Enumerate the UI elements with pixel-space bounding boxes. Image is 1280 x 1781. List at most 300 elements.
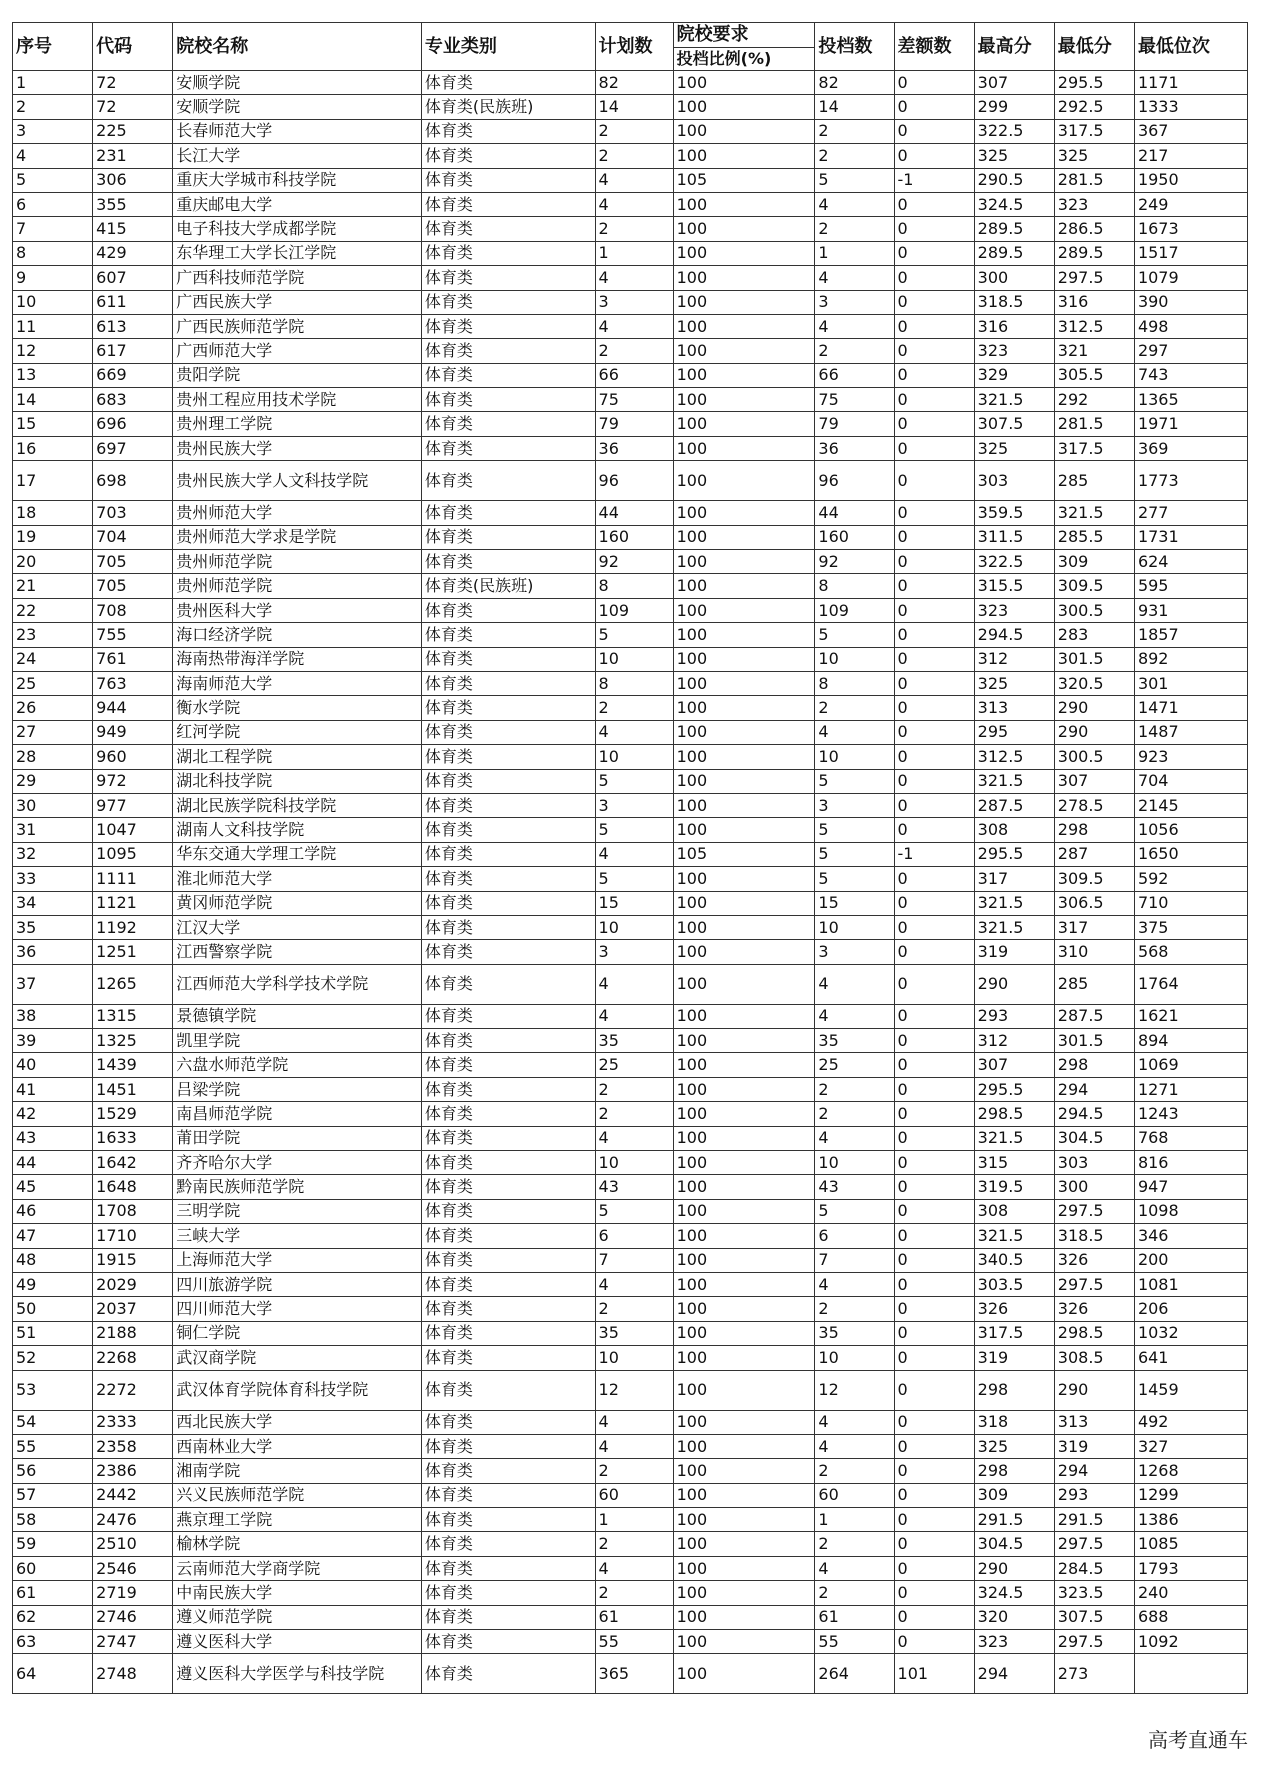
cell-max: 325	[974, 1434, 1054, 1458]
cell-min: 317.5	[1054, 119, 1134, 143]
cell-plan: 1	[595, 1508, 673, 1532]
cell-filed: 3	[815, 290, 894, 314]
header-seq: 序号	[13, 23, 93, 71]
cell-min: 289.5	[1054, 241, 1134, 265]
cell-min: 316	[1054, 290, 1134, 314]
cell-rank: 2145	[1134, 793, 1247, 817]
cell-seq: 55	[13, 1434, 93, 1458]
cell-school: 贵州民族大学	[173, 436, 422, 460]
cell-seq: 54	[13, 1410, 93, 1434]
cell-diff: 0	[894, 1199, 974, 1223]
cell-rank: 1268	[1134, 1459, 1247, 1483]
cell-rank: 1333	[1134, 95, 1247, 119]
table-row	[13, 1102, 1248, 1126]
cell-ratio: 100	[673, 266, 815, 290]
cell-school: 贵州医科大学	[173, 598, 422, 622]
cell-code: 429	[93, 241, 173, 265]
cell-category: 体育类	[421, 891, 595, 915]
cell-category: 体育类	[421, 598, 595, 622]
cell-ratio: 100	[673, 1224, 815, 1248]
cell-ratio: 100	[673, 598, 815, 622]
cell-min: 297.5	[1054, 1199, 1134, 1223]
cell-rank: 923	[1134, 745, 1247, 769]
cell-ratio: 100	[673, 1297, 815, 1321]
cell-max: 290	[974, 964, 1054, 1004]
cell-min: 304.5	[1054, 1126, 1134, 1150]
table-row	[13, 647, 1248, 671]
cell-category: 体育类	[421, 168, 595, 192]
cell-rank: 1365	[1134, 388, 1247, 412]
cell-min: 290	[1054, 696, 1134, 720]
cell-school: 湖南人文科技学院	[173, 818, 422, 842]
cell-diff: 0	[894, 818, 974, 842]
cell-category: 体育类	[421, 388, 595, 412]
cell-max: 321.5	[974, 915, 1054, 939]
table-row	[13, 266, 1248, 290]
cell-school: 广西科技师范学院	[173, 266, 422, 290]
cell-filed: 2	[815, 339, 894, 363]
cell-max: 322.5	[974, 550, 1054, 574]
cell-plan: 109	[595, 598, 673, 622]
cell-diff: 0	[894, 1175, 974, 1199]
cell-rank: 1056	[1134, 818, 1247, 842]
cell-filed: 4	[815, 964, 894, 1004]
cell-plan: 2	[595, 144, 673, 168]
cell-category: 体育类	[421, 842, 595, 866]
cell-code: 2358	[93, 1434, 173, 1458]
table-row	[13, 144, 1248, 168]
cell-max: 291.5	[974, 1508, 1054, 1532]
table-row	[13, 1581, 1248, 1605]
cell-min: 300.5	[1054, 745, 1134, 769]
cell-min: 326	[1054, 1297, 1134, 1321]
cell-category: 体育类	[421, 339, 595, 363]
cell-category: 体育类	[421, 412, 595, 436]
header-diff: 差额数	[894, 23, 974, 71]
cell-diff: 0	[894, 574, 974, 598]
cell-rank: 346	[1134, 1224, 1247, 1248]
cell-school: 武汉体育学院体育科技学院	[173, 1370, 422, 1410]
cell-school: 武汉商学院	[173, 1346, 422, 1370]
cell-plan: 2	[595, 339, 673, 363]
cell-category: 体育类	[421, 1459, 595, 1483]
cell-rank: 1069	[1134, 1053, 1247, 1077]
cell-rank: 1092	[1134, 1630, 1247, 1654]
cell-ratio: 100	[673, 1199, 815, 1223]
cell-max: 321.5	[974, 769, 1054, 793]
cell-code: 72	[93, 71, 173, 95]
header-code: 代码	[93, 23, 173, 71]
cell-rank: 367	[1134, 119, 1247, 143]
cell-code: 611	[93, 290, 173, 314]
cell-school: 衡水学院	[173, 696, 422, 720]
cell-max: 303	[974, 461, 1054, 501]
cell-filed: 2	[815, 1581, 894, 1605]
cell-code: 1095	[93, 842, 173, 866]
cell-school: 齐齐哈尔大学	[173, 1151, 422, 1175]
cell-ratio: 100	[673, 119, 815, 143]
cell-plan: 15	[595, 891, 673, 915]
cell-category: 体育类	[421, 1346, 595, 1370]
cell-seq: 24	[13, 647, 93, 671]
cell-rank: 277	[1134, 501, 1247, 525]
table-row	[13, 501, 1248, 525]
cell-code: 697	[93, 436, 173, 460]
cell-seq: 9	[13, 266, 93, 290]
cell-rank: 217	[1134, 144, 1247, 168]
table-row	[13, 1410, 1248, 1434]
cell-max: 290.5	[974, 168, 1054, 192]
cell-plan: 55	[595, 1630, 673, 1654]
cell-max: 295.5	[974, 1077, 1054, 1101]
cell-code: 683	[93, 388, 173, 412]
table-row	[13, 119, 1248, 143]
cell-max: 309	[974, 1483, 1054, 1507]
cell-code: 2546	[93, 1556, 173, 1580]
cell-diff: 0	[894, 598, 974, 622]
cell-min: 307.5	[1054, 1605, 1134, 1629]
cell-diff: 0	[894, 964, 974, 1004]
cell-filed: 7	[815, 1248, 894, 1272]
cell-seq: 34	[13, 891, 93, 915]
cell-school: 景德镇学院	[173, 1004, 422, 1028]
cell-filed: 44	[815, 501, 894, 525]
cell-seq: 50	[13, 1297, 93, 1321]
cell-min: 305.5	[1054, 363, 1134, 387]
cell-min: 292	[1054, 388, 1134, 412]
cell-school: 广西师范大学	[173, 339, 422, 363]
cell-rank: 1243	[1134, 1102, 1247, 1126]
table-row	[13, 461, 1248, 501]
cell-code: 755	[93, 623, 173, 647]
table-row	[13, 412, 1248, 436]
cell-plan: 160	[595, 525, 673, 549]
cell-seq: 3	[13, 119, 93, 143]
cell-seq: 19	[13, 525, 93, 549]
header-rank: 最低位次	[1134, 23, 1247, 71]
cell-min: 286.5	[1054, 217, 1134, 241]
cell-min: 281.5	[1054, 168, 1134, 192]
cell-min: 301.5	[1054, 647, 1134, 671]
cell-filed: 5	[815, 623, 894, 647]
cell-category: 体育类	[421, 1483, 595, 1507]
cell-rank: 592	[1134, 867, 1247, 891]
table-row	[13, 1459, 1248, 1483]
cell-category: 体育类	[421, 436, 595, 460]
cell-rank: 768	[1134, 1126, 1247, 1150]
header-filed: 投档数	[815, 23, 894, 71]
cell-ratio: 100	[673, 793, 815, 817]
cell-plan: 5	[595, 623, 673, 647]
table-row	[13, 95, 1248, 119]
cell-min: 297.5	[1054, 1630, 1134, 1654]
cell-filed: 36	[815, 436, 894, 460]
cell-code: 1111	[93, 867, 173, 891]
cell-rank: 1650	[1134, 842, 1247, 866]
cell-seq: 13	[13, 363, 93, 387]
cell-filed: 4	[815, 1556, 894, 1580]
cell-max: 304.5	[974, 1532, 1054, 1556]
cell-filed: 4	[815, 1410, 894, 1434]
cell-rank: 947	[1134, 1175, 1247, 1199]
cell-max: 311.5	[974, 525, 1054, 549]
cell-category: 体育类	[421, 550, 595, 574]
cell-max: 321.5	[974, 891, 1054, 915]
cell-code: 761	[93, 647, 173, 671]
cell-diff: 0	[894, 1410, 974, 1434]
cell-max: 322.5	[974, 119, 1054, 143]
cell-filed: 160	[815, 525, 894, 549]
cell-max: 295	[974, 720, 1054, 744]
cell-seq: 39	[13, 1029, 93, 1053]
cell-rank: 327	[1134, 1434, 1247, 1458]
cell-seq: 33	[13, 867, 93, 891]
cell-seq: 35	[13, 915, 93, 939]
cell-diff: 0	[894, 461, 974, 501]
cell-plan: 2	[595, 1459, 673, 1483]
cell-min: 283	[1054, 623, 1134, 647]
cell-plan: 5	[595, 1199, 673, 1223]
cell-filed: 15	[815, 891, 894, 915]
cell-seq: 63	[13, 1630, 93, 1654]
cell-category: 体育类	[421, 647, 595, 671]
cell-plan: 35	[595, 1029, 673, 1053]
cell-seq: 44	[13, 1151, 93, 1175]
table-row	[13, 1272, 1248, 1296]
cell-ratio: 100	[673, 1581, 815, 1605]
cell-category: 体育类	[421, 1630, 595, 1654]
cell-rank: 1971	[1134, 412, 1247, 436]
cell-diff: 0	[894, 1605, 974, 1629]
cell-diff: 0	[894, 290, 974, 314]
cell-ratio: 100	[673, 290, 815, 314]
table-row	[13, 891, 1248, 915]
cell-category: 体育类	[421, 314, 595, 338]
cell-ratio: 100	[673, 192, 815, 216]
table-row	[13, 1630, 1248, 1654]
table-row	[13, 842, 1248, 866]
cell-seq: 40	[13, 1053, 93, 1077]
cell-school: 铜仁学院	[173, 1321, 422, 1345]
cell-plan: 4	[595, 1434, 673, 1458]
cell-diff: 0	[894, 1556, 974, 1580]
cell-diff: 0	[894, 525, 974, 549]
cell-seq: 53	[13, 1370, 93, 1410]
cell-rank: 624	[1134, 550, 1247, 574]
cell-ratio: 100	[673, 915, 815, 939]
cell-plan: 2	[595, 1532, 673, 1556]
cell-filed: 6	[815, 1224, 894, 1248]
cell-rank: 1299	[1134, 1483, 1247, 1507]
cell-seq: 60	[13, 1556, 93, 1580]
cell-diff: 0	[894, 1248, 974, 1272]
cell-filed: 2	[815, 1102, 894, 1126]
table-row	[13, 1556, 1248, 1580]
cell-code: 1648	[93, 1175, 173, 1199]
cell-rank: 568	[1134, 940, 1247, 964]
cell-diff: 0	[894, 95, 974, 119]
cell-min: 298	[1054, 1053, 1134, 1077]
cell-max: 323	[974, 339, 1054, 363]
cell-code: 1121	[93, 891, 173, 915]
cell-filed: 2	[815, 1532, 894, 1556]
cell-seq: 16	[13, 436, 93, 460]
cell-min: 309.5	[1054, 574, 1134, 598]
cell-seq: 62	[13, 1605, 93, 1629]
cell-diff: 0	[894, 339, 974, 363]
header-category: 专业类别	[421, 23, 595, 71]
cell-ratio: 100	[673, 1630, 815, 1654]
cell-ratio: 100	[673, 1410, 815, 1434]
cell-max: 303.5	[974, 1272, 1054, 1296]
cell-ratio: 100	[673, 574, 815, 598]
cell-min: 318.5	[1054, 1224, 1134, 1248]
cell-plan: 8	[595, 574, 673, 598]
cell-filed: 2	[815, 119, 894, 143]
cell-min: 312.5	[1054, 314, 1134, 338]
cell-min: 309.5	[1054, 867, 1134, 891]
cell-filed: 2	[815, 1077, 894, 1101]
cell-school: 黄冈师范学院	[173, 891, 422, 915]
cell-rank: 1386	[1134, 1508, 1247, 1532]
cell-filed: 4	[815, 1004, 894, 1028]
cell-plan: 35	[595, 1321, 673, 1345]
cell-seq: 15	[13, 412, 93, 436]
table-row	[13, 574, 1248, 598]
cell-seq: 1	[13, 71, 93, 95]
cell-ratio: 100	[673, 525, 815, 549]
cell-category: 体育类	[421, 1199, 595, 1223]
cell-code: 2272	[93, 1370, 173, 1410]
cell-school: 遵义医科大学医学与科技学院	[173, 1654, 422, 1694]
cell-diff: 0	[894, 1581, 974, 1605]
table-row	[13, 769, 1248, 793]
cell-plan: 2	[595, 217, 673, 241]
table-row	[13, 1151, 1248, 1175]
cell-ratio: 100	[673, 867, 815, 891]
cell-max: 324.5	[974, 192, 1054, 216]
cell-ratio: 100	[673, 1370, 815, 1410]
cell-diff: 0	[894, 1532, 974, 1556]
cell-diff: 0	[894, 436, 974, 460]
cell-ratio: 100	[673, 71, 815, 95]
cell-school: 东华理工大学长江学院	[173, 241, 422, 265]
cell-diff: 0	[894, 1053, 974, 1077]
cell-plan: 10	[595, 915, 673, 939]
cell-diff: 0	[894, 1370, 974, 1410]
cell-category: 体育类	[421, 1151, 595, 1175]
cell-seq: 58	[13, 1508, 93, 1532]
cell-category: 体育类	[421, 1272, 595, 1296]
cell-ratio: 100	[673, 1126, 815, 1150]
cell-max: 315.5	[974, 574, 1054, 598]
cell-max: 312.5	[974, 745, 1054, 769]
cell-category: 体育类	[421, 1556, 595, 1580]
cell-filed: 5	[815, 842, 894, 866]
cell-school: 长春师范大学	[173, 119, 422, 143]
cell-rank: 375	[1134, 915, 1247, 939]
cell-code: 1325	[93, 1029, 173, 1053]
cell-category: 体育类	[421, 818, 595, 842]
cell-code: 944	[93, 696, 173, 720]
cell-diff: 0	[894, 1102, 974, 1126]
table-row	[13, 550, 1248, 574]
cell-ratio: 100	[673, 623, 815, 647]
cell-filed: 60	[815, 1483, 894, 1507]
cell-max: 295.5	[974, 842, 1054, 866]
cell-rank: 1857	[1134, 623, 1247, 647]
cell-code: 2746	[93, 1605, 173, 1629]
table-header	[13, 23, 1248, 71]
cell-code: 977	[93, 793, 173, 817]
cell-code: 1265	[93, 964, 173, 1004]
cell-seq: 49	[13, 1272, 93, 1296]
cell-rank: 1621	[1134, 1004, 1247, 1028]
cell-code: 1192	[93, 915, 173, 939]
cell-school: 吕梁学院	[173, 1077, 422, 1101]
admission-table	[12, 22, 1248, 1694]
cell-diff: 0	[894, 1321, 974, 1345]
cell-filed: 3	[815, 793, 894, 817]
cell-ratio: 100	[673, 1434, 815, 1458]
cell-ratio: 100	[673, 412, 815, 436]
cell-plan: 10	[595, 647, 673, 671]
cell-min: 295.5	[1054, 71, 1134, 95]
table-row	[13, 1346, 1248, 1370]
cell-code: 72	[93, 95, 173, 119]
cell-seq: 61	[13, 1581, 93, 1605]
table-row	[13, 241, 1248, 265]
table-row	[13, 745, 1248, 769]
cell-plan: 4	[595, 1004, 673, 1028]
cell-category: 体育类	[421, 241, 595, 265]
cell-rank: 249	[1134, 192, 1247, 216]
cell-max: 320	[974, 1605, 1054, 1629]
cell-min: 287	[1054, 842, 1134, 866]
cell-plan: 5	[595, 769, 673, 793]
cell-school: 重庆大学城市科技学院	[173, 168, 422, 192]
cell-rank: 595	[1134, 574, 1247, 598]
cell-school: 淮北师范大学	[173, 867, 422, 891]
cell-school: 贵州理工学院	[173, 412, 422, 436]
cell-school: 长江大学	[173, 144, 422, 168]
cell-category: 体育类	[421, 1581, 595, 1605]
cell-ratio: 100	[673, 1459, 815, 1483]
cell-seq: 12	[13, 339, 93, 363]
cell-ratio: 100	[673, 696, 815, 720]
cell-school: 莆田学院	[173, 1126, 422, 1150]
cell-plan: 12	[595, 1370, 673, 1410]
cell-plan: 92	[595, 550, 673, 574]
cell-code: 2037	[93, 1297, 173, 1321]
cell-diff: 0	[894, 1483, 974, 1507]
cell-school: 三峡大学	[173, 1224, 422, 1248]
cell-category: 体育类	[421, 671, 595, 695]
cell-category: 体育类	[421, 525, 595, 549]
table-row	[13, 71, 1248, 95]
cell-min: 306.5	[1054, 891, 1134, 915]
cell-ratio: 100	[673, 1053, 815, 1077]
cell-ratio: 100	[673, 339, 815, 363]
cell-rank: 1471	[1134, 696, 1247, 720]
cell-max: 318	[974, 1410, 1054, 1434]
cell-school: 四川师范大学	[173, 1297, 422, 1321]
table-row	[13, 623, 1248, 647]
cell-plan: 3	[595, 290, 673, 314]
cell-ratio: 100	[673, 1508, 815, 1532]
cell-ratio: 100	[673, 144, 815, 168]
cell-min: 310	[1054, 940, 1134, 964]
